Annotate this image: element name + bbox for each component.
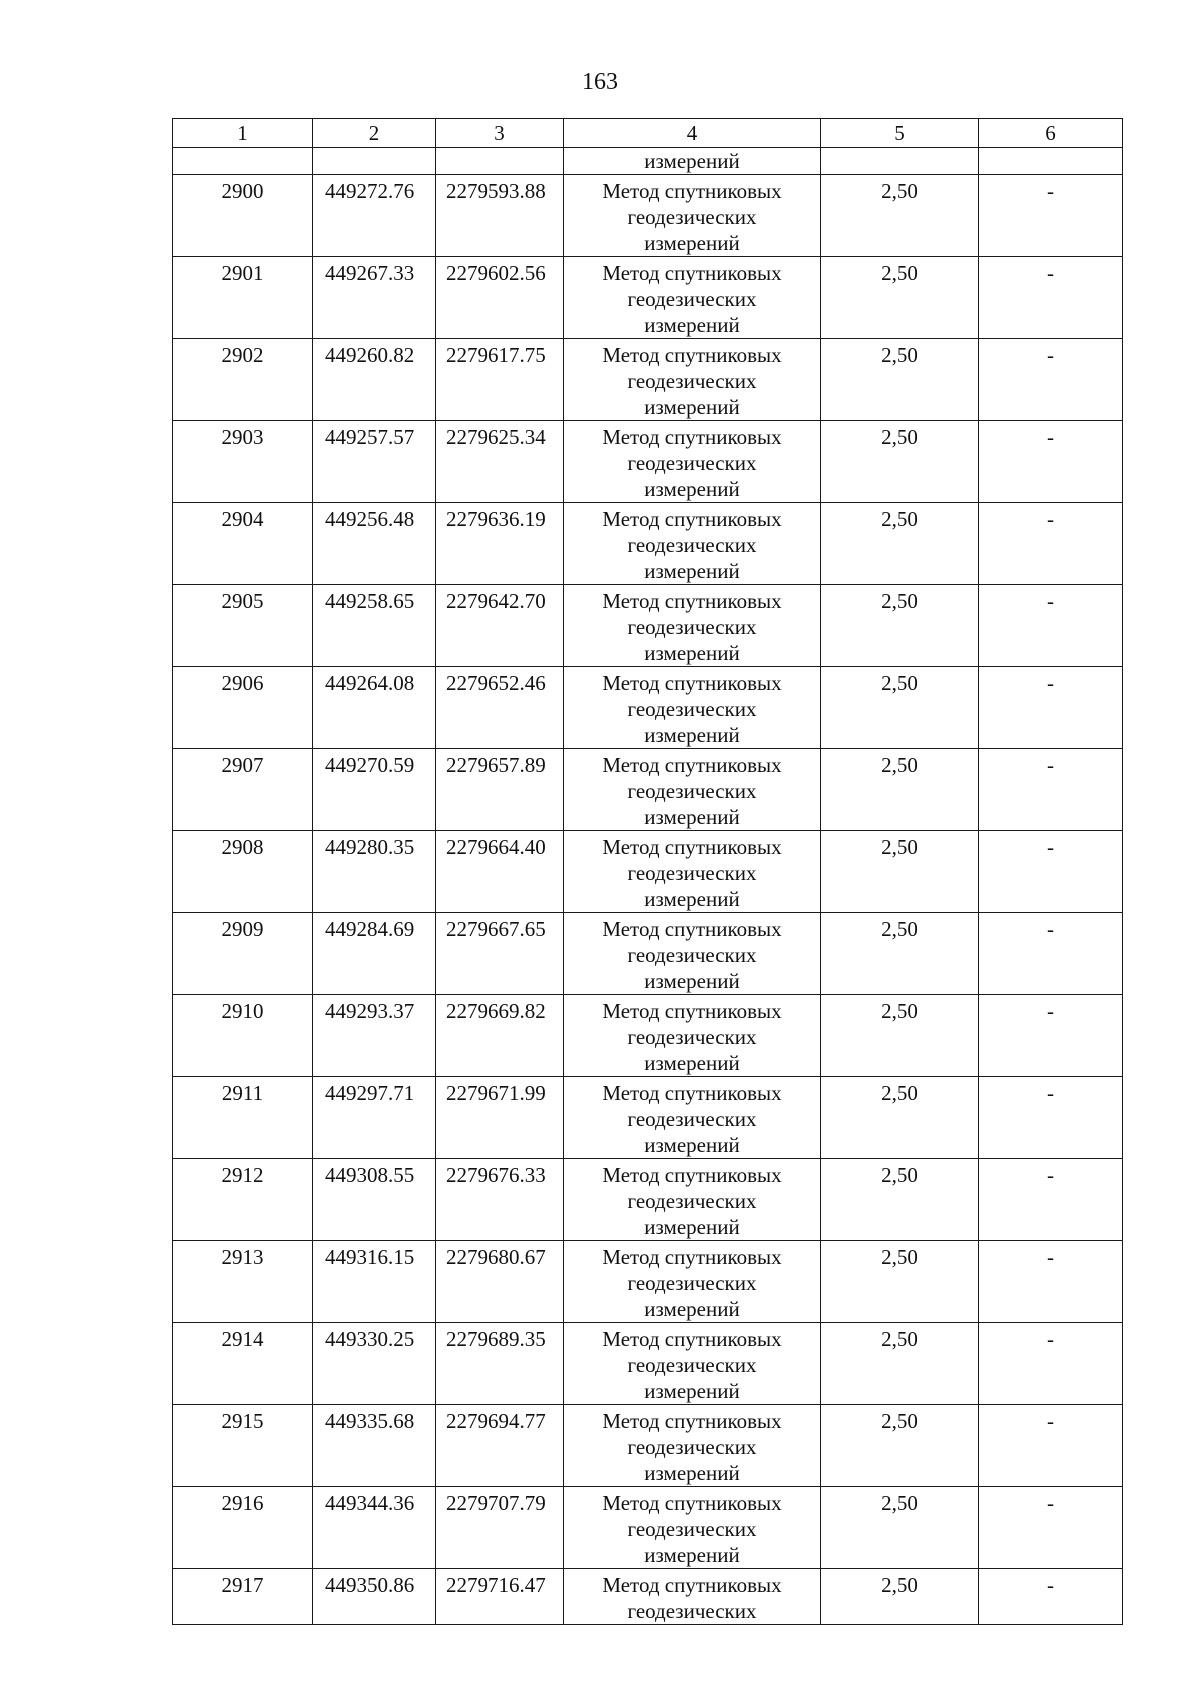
point-number-cell <box>173 339 313 421</box>
page-number: 163 <box>582 69 618 95</box>
method-text-line: Метод спутниковых <box>602 835 782 859</box>
x-coordinate-cell <box>313 421 436 503</box>
y-coordinate-cell <box>436 503 564 585</box>
cell-value: 449308.55 <box>325 1163 415 1187</box>
continuation-cell-2 <box>313 148 436 175</box>
header-cell-1: 1 <box>173 119 313 148</box>
cell-value: 2279617.75 <box>446 343 546 367</box>
table-row <box>173 913 1123 995</box>
method-cell <box>564 913 821 995</box>
y-coordinate-cell <box>436 1569 564 1625</box>
header-cell-3: 3 <box>436 119 564 148</box>
method-text-line: измерений <box>644 477 740 501</box>
cell-value: 2916 <box>221 1491 264 1515</box>
accuracy-cell <box>821 1405 979 1487</box>
accuracy-cell <box>821 1487 979 1569</box>
cell-value: 2900 <box>221 179 264 203</box>
cell-value: 2915 <box>221 1409 264 1433</box>
cell-value: 449270.59 <box>325 753 415 777</box>
cell-value: - <box>1047 835 1054 859</box>
method-text-line: геодезических <box>627 1107 757 1131</box>
y-coordinate-cell <box>436 995 564 1077</box>
cell-value: - <box>1047 753 1054 777</box>
cell-value: 2,50 <box>881 1163 918 1187</box>
continuation-cell-5 <box>821 148 979 175</box>
method-cell <box>564 1241 821 1323</box>
method-text-line: геодезических <box>627 287 757 311</box>
method-cell <box>564 749 821 831</box>
method-text-line: геодезических <box>627 1435 757 1459</box>
y-coordinate-cell <box>436 913 564 995</box>
method-text-line: геодезических <box>627 1025 757 1049</box>
method-text-line: измерений <box>644 395 740 419</box>
x-coordinate-cell <box>313 1077 436 1159</box>
x-coordinate-cell <box>313 1405 436 1487</box>
cell-value: 2,50 <box>881 1491 918 1515</box>
point-number-cell <box>173 257 313 339</box>
point-number-cell <box>173 667 313 749</box>
cell-value: 2,50 <box>881 589 918 613</box>
method-text-line: Метод спутниковых <box>602 425 782 449</box>
method-text-line: измерений <box>644 559 740 583</box>
continuation-cell-1 <box>173 148 313 175</box>
note-cell <box>979 749 1123 831</box>
method-cell <box>564 585 821 667</box>
x-coordinate-cell <box>313 1569 436 1625</box>
table-row <box>173 995 1123 1077</box>
method-text-line: геодезических <box>627 943 757 967</box>
method-text-line: Метод спутниковых <box>602 343 782 367</box>
method-text-line: измерений <box>644 1461 740 1485</box>
y-coordinate-cell <box>436 667 564 749</box>
method-cell <box>564 1569 821 1625</box>
cell-value: 449280.35 <box>325 835 415 859</box>
cell-value: - <box>1047 343 1054 367</box>
point-number-cell <box>173 1405 313 1487</box>
cell-value: 2,50 <box>881 1327 918 1351</box>
cell-value: 2,50 <box>881 753 918 777</box>
x-coordinate-cell <box>313 831 436 913</box>
method-cell <box>564 831 821 913</box>
table-row <box>173 1405 1123 1487</box>
note-cell <box>979 503 1123 585</box>
method-text-line: измерений <box>644 231 740 255</box>
cell-value: 2906 <box>221 671 264 695</box>
cell-value: 449267.33 <box>325 261 415 285</box>
cell-value: - <box>1047 1573 1054 1597</box>
x-coordinate-cell <box>313 1159 436 1241</box>
cell-value: 2,50 <box>881 671 918 695</box>
x-coordinate-cell <box>313 257 436 339</box>
point-number-cell <box>173 421 313 503</box>
accuracy-cell <box>821 1241 979 1323</box>
method-text-line: измерений <box>644 723 740 747</box>
table-row <box>173 1323 1123 1405</box>
continuation-cell-6 <box>979 148 1123 175</box>
cell-value: 2279689.35 <box>446 1327 546 1351</box>
method-text-line: геодезических <box>627 533 757 557</box>
cell-value: 2,50 <box>881 179 918 203</box>
x-coordinate-cell <box>313 913 436 995</box>
method-cell <box>564 257 821 339</box>
x-coordinate-cell <box>313 1487 436 1569</box>
cell-value: 449297.71 <box>325 1081 415 1105</box>
cell-value: - <box>1047 671 1054 695</box>
cell-value: 2910 <box>221 999 264 1023</box>
cell-value: - <box>1047 589 1054 613</box>
x-coordinate-cell <box>313 667 436 749</box>
cell-value: 449316.15 <box>325 1245 415 1269</box>
note-cell <box>979 585 1123 667</box>
cell-value: 2279676.33 <box>446 1163 546 1187</box>
cell-value: 2279707.79 <box>446 1491 546 1515</box>
cell-value: 2905 <box>221 589 264 613</box>
table-row <box>173 831 1123 913</box>
cell-value: - <box>1047 999 1054 1023</box>
method-text-line: Метод спутниковых <box>602 671 782 695</box>
point-number-cell <box>173 1077 313 1159</box>
method-text-line: Метод спутниковых <box>602 1245 782 1269</box>
y-coordinate-cell <box>436 1077 564 1159</box>
y-coordinate-cell <box>436 1487 564 1569</box>
accuracy-cell <box>821 585 979 667</box>
method-text-line: геодезических <box>627 861 757 885</box>
note-cell <box>979 1405 1123 1487</box>
method-text-line: измерений <box>644 1133 740 1157</box>
point-number-cell <box>173 831 313 913</box>
header-cell-6: 6 <box>979 119 1123 148</box>
cell-value: 2907 <box>221 753 264 777</box>
cell-value: 449293.37 <box>325 999 415 1023</box>
cell-value: 2909 <box>221 917 264 941</box>
note-cell <box>979 1241 1123 1323</box>
accuracy-cell <box>821 339 979 421</box>
coordinates-table <box>172 118 1123 1625</box>
y-coordinate-cell <box>436 175 564 257</box>
cell-value: - <box>1047 261 1054 285</box>
cell-value: 449264.08 <box>325 671 415 695</box>
x-coordinate-cell <box>313 995 436 1077</box>
point-number-cell <box>173 1241 313 1323</box>
y-coordinate-cell <box>436 1405 564 1487</box>
cell-value: 2908 <box>221 835 264 859</box>
cell-value: 2917 <box>221 1573 264 1597</box>
cell-value: 2279657.89 <box>446 753 546 777</box>
cell-value: 2,50 <box>881 1409 918 1433</box>
method-text-line: Метод спутниковых <box>602 1163 782 1187</box>
method-text-line: измерений <box>644 641 740 665</box>
table-row <box>173 667 1123 749</box>
cell-value: 449258.65 <box>325 589 415 613</box>
cell-value: - <box>1047 1163 1054 1187</box>
point-number-cell <box>173 913 313 995</box>
y-coordinate-cell <box>436 585 564 667</box>
cell-value: 2279669.82 <box>446 999 546 1023</box>
cell-value: 2279667.65 <box>446 917 546 941</box>
method-text-line: Метод спутниковых <box>602 1081 782 1105</box>
cell-value: 2279716.47 <box>446 1573 546 1597</box>
method-text-line: Метод спутниковых <box>602 1327 782 1351</box>
cell-value: 2902 <box>221 343 264 367</box>
method-text-line: Метод спутниковых <box>602 261 782 285</box>
method-cell <box>564 1405 821 1487</box>
method-text-line: Метод спутниковых <box>602 179 782 203</box>
method-text-line: геодезических <box>627 615 757 639</box>
note-cell <box>979 1323 1123 1405</box>
table-row <box>173 1159 1123 1241</box>
cell-value: 2901 <box>221 261 264 285</box>
note-cell <box>979 913 1123 995</box>
method-text-line: Метод спутниковых <box>602 507 782 531</box>
cell-value: - <box>1047 1491 1054 1515</box>
cell-value: 2903 <box>221 425 264 449</box>
note-cell <box>979 339 1123 421</box>
method-cell <box>564 1487 821 1569</box>
method-text-line: измерений <box>644 969 740 993</box>
cell-value: 2904 <box>221 507 264 531</box>
continuation-row <box>173 148 1123 175</box>
note-cell <box>979 175 1123 257</box>
table-row <box>173 749 1123 831</box>
cell-value: 449350.86 <box>325 1573 415 1597</box>
continuation-method-cell: измерений <box>564 148 821 175</box>
accuracy-cell <box>821 749 979 831</box>
cell-value: 2,50 <box>881 917 918 941</box>
continuation-cell-3 <box>436 148 564 175</box>
y-coordinate-cell <box>436 1323 564 1405</box>
x-coordinate-cell <box>313 339 436 421</box>
cell-value: 2913 <box>221 1245 264 1269</box>
accuracy-cell <box>821 503 979 585</box>
cell-value: 2279694.77 <box>446 1409 546 1433</box>
note-cell <box>979 667 1123 749</box>
accuracy-cell <box>821 1159 979 1241</box>
cell-value: - <box>1047 1327 1054 1351</box>
cell-value: 449272.76 <box>325 179 415 203</box>
cell-value: 449284.69 <box>325 917 415 941</box>
y-coordinate-cell <box>436 421 564 503</box>
method-text-line: измерений <box>644 1297 740 1321</box>
cell-value: - <box>1047 917 1054 941</box>
method-text-line: Метод спутниковых <box>602 1491 782 1515</box>
method-cell <box>564 175 821 257</box>
cell-value: 2279671.99 <box>446 1081 546 1105</box>
method-text-line: измерений <box>644 1379 740 1403</box>
y-coordinate-cell <box>436 1241 564 1323</box>
method-cell <box>564 1159 821 1241</box>
method-text-line: геодезических <box>627 1517 757 1541</box>
accuracy-cell <box>821 175 979 257</box>
x-coordinate-cell <box>313 1323 436 1405</box>
table-row <box>173 1487 1123 1569</box>
y-coordinate-cell <box>436 257 564 339</box>
method-cell <box>564 1077 821 1159</box>
note-cell <box>979 421 1123 503</box>
cell-value: 449344.36 <box>325 1491 415 1515</box>
cell-value: - <box>1047 507 1054 531</box>
cell-value: 2914 <box>221 1327 264 1351</box>
cell-value: 449257.57 <box>325 425 415 449</box>
accuracy-cell <box>821 1077 979 1159</box>
cell-value: 2279593.88 <box>446 179 546 203</box>
method-text-line: Метод спутниковых <box>602 999 782 1023</box>
table-row <box>173 503 1123 585</box>
table-row <box>173 339 1123 421</box>
point-number-cell <box>173 1569 313 1625</box>
method-text-line: Метод спутниковых <box>602 589 782 613</box>
table-row <box>173 1241 1123 1323</box>
accuracy-cell <box>821 831 979 913</box>
accuracy-cell <box>821 1323 979 1405</box>
cell-value: 449256.48 <box>325 507 415 531</box>
cell-value: - <box>1047 425 1054 449</box>
point-number-cell <box>173 995 313 1077</box>
method-text-line: измерений <box>644 805 740 829</box>
cell-value: 2279680.67 <box>446 1245 546 1269</box>
y-coordinate-cell <box>436 831 564 913</box>
accuracy-cell <box>821 1569 979 1625</box>
cell-value: 2279625.34 <box>446 425 546 449</box>
cell-value: 2,50 <box>881 1573 918 1597</box>
method-cell <box>564 339 821 421</box>
method-cell <box>564 421 821 503</box>
cell-value: 2,50 <box>881 835 918 859</box>
x-coordinate-cell <box>313 503 436 585</box>
cell-value: 2912 <box>221 1163 264 1187</box>
method-text-line: геодезических <box>627 369 757 393</box>
method-text-line: геодезических <box>627 1189 757 1213</box>
cell-value: - <box>1047 179 1054 203</box>
cell-value: 449335.68 <box>325 1409 415 1433</box>
point-number-cell <box>173 749 313 831</box>
method-text-line: геодезических <box>627 779 757 803</box>
method-text-line: геодезических <box>627 1271 757 1295</box>
x-coordinate-cell <box>313 749 436 831</box>
method-cell <box>564 667 821 749</box>
header-cell-2: 2 <box>313 119 436 148</box>
note-cell <box>979 1569 1123 1625</box>
table-row <box>173 1077 1123 1159</box>
cell-value: 2911 <box>221 1081 264 1105</box>
note-cell <box>979 995 1123 1077</box>
method-text-line: Метод спутниковых <box>602 753 782 777</box>
cell-value: 2,50 <box>881 507 918 531</box>
cell-value: - <box>1047 1245 1054 1269</box>
table-header-row <box>173 119 1123 148</box>
cell-value: 449330.25 <box>325 1327 415 1351</box>
header-cell-5: 5 <box>821 119 979 148</box>
x-coordinate-cell <box>313 1241 436 1323</box>
cell-value: 2279642.70 <box>446 589 546 613</box>
method-text-line: геодезических <box>627 451 757 475</box>
cell-value: 2,50 <box>881 1245 918 1269</box>
table-row <box>173 257 1123 339</box>
cell-value: 2279664.40 <box>446 835 546 859</box>
accuracy-cell <box>821 421 979 503</box>
note-cell <box>979 1487 1123 1569</box>
point-number-cell <box>173 1159 313 1241</box>
y-coordinate-cell <box>436 339 564 421</box>
y-coordinate-cell <box>436 749 564 831</box>
method-cell <box>564 503 821 585</box>
method-text-line: геодезических <box>627 205 757 229</box>
method-text-line: Метод спутниковых <box>602 917 782 941</box>
method-text-line: Метод спутниковых <box>602 1573 782 1597</box>
cell-value: 2,50 <box>881 261 918 285</box>
table-row <box>173 175 1123 257</box>
note-cell <box>979 831 1123 913</box>
cell-value: 2279602.56 <box>446 261 546 285</box>
cell-value: 2279652.46 <box>446 671 546 695</box>
accuracy-cell <box>821 913 979 995</box>
accuracy-cell <box>821 995 979 1077</box>
point-number-cell <box>173 503 313 585</box>
cell-value: 2,50 <box>881 999 918 1023</box>
method-text-line: измерений <box>644 1051 740 1075</box>
note-cell <box>979 257 1123 339</box>
note-cell <box>979 1077 1123 1159</box>
accuracy-cell <box>821 257 979 339</box>
accuracy-cell <box>821 667 979 749</box>
note-cell <box>979 1159 1123 1241</box>
cell-value: 2,50 <box>881 1081 918 1105</box>
table-row <box>173 585 1123 667</box>
point-number-cell <box>173 585 313 667</box>
cell-value: 2,50 <box>881 425 918 449</box>
method-text-line: Метод спутниковых <box>602 1409 782 1433</box>
method-cell <box>564 995 821 1077</box>
cell-value: 449260.82 <box>325 343 415 367</box>
cell-value: 2,50 <box>881 343 918 367</box>
method-text-line: геодезических <box>627 1353 757 1377</box>
cell-value: - <box>1047 1409 1054 1433</box>
table-row <box>173 421 1123 503</box>
table-row <box>173 1569 1123 1625</box>
y-coordinate-cell <box>436 1159 564 1241</box>
cell-value: 2279636.19 <box>446 507 546 531</box>
point-number-cell <box>173 1323 313 1405</box>
cell-value: - <box>1047 1081 1054 1105</box>
method-text-line: измерений <box>644 1215 740 1239</box>
x-coordinate-cell <box>313 175 436 257</box>
method-text-line: геодезических <box>627 1599 757 1623</box>
method-cell <box>564 1323 821 1405</box>
method-text-line: измерений <box>644 887 740 911</box>
header-cell-4: 4 <box>564 119 821 148</box>
point-number-cell <box>173 1487 313 1569</box>
point-number-cell <box>173 175 313 257</box>
method-text-line: измерений <box>644 313 740 337</box>
method-text-line: измерений <box>644 1543 740 1567</box>
x-coordinate-cell <box>313 585 436 667</box>
method-text-line: геодезических <box>627 697 757 721</box>
